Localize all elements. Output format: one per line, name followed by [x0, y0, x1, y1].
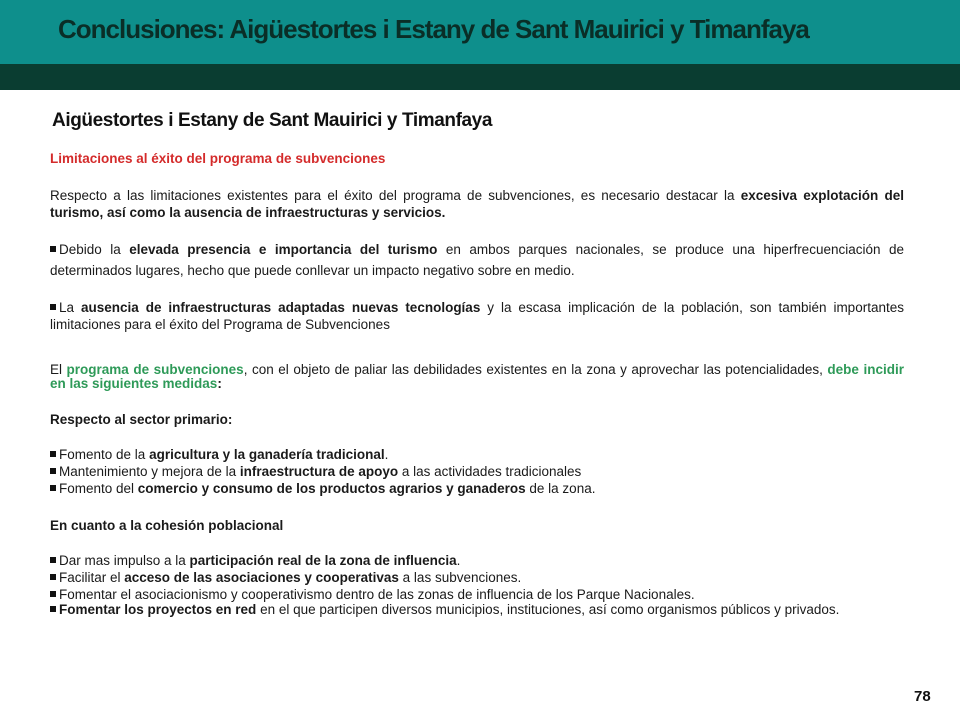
list-item	[50, 446, 904, 463]
page-number: 78	[914, 688, 931, 705]
bullet-square-icon	[50, 304, 56, 310]
bullet-square-icon	[50, 557, 56, 563]
list-item-text: a las actividades tradicionales	[398, 464, 582, 479]
limitations-intro-text: Respecto a las limitaciones existentes para el éxito del programa de subvenciones, es necesario destacar la	[50, 188, 741, 203]
measures-text: :	[217, 376, 222, 391]
list-item-bold: participación real de la zona de influencia	[189, 553, 457, 568]
cohesion-heading: En cuanto a la cohesión poblacional	[50, 518, 284, 533]
section-subtitle: Aigüestortes i Estany de Sant Mauirici y Timanfaya	[52, 110, 493, 131]
bullet-bold-text: elevada presencia e importancia del turismo	[129, 242, 438, 257]
list-item-text: .	[384, 447, 389, 462]
bullet-text: en ambos parques nacionales, se produce una hiperfrecuenciación de determinados lugares, hecho que puede conllevar un impacto negativo sobre en medio.	[50, 242, 904, 278]
list-item-bold: acceso de las asociaciones y cooperativas	[124, 570, 399, 585]
list-item-text: Facilitar el	[59, 570, 125, 585]
bullet-bold-text: ausencia de infraestructuras adaptadas nuevas tecnologías	[80, 300, 481, 315]
list-item-text: Fomento de la	[59, 447, 150, 462]
list-item-text: Fomento del	[59, 481, 138, 496]
bullet-text: y la escasa implicación de la población, son también importantes limitaciones para el éxito del Programa de Subvenciones	[50, 300, 904, 332]
list-item	[50, 586, 904, 603]
measures-highlight: programa de subvenciones	[66, 362, 244, 377]
bullet-square-icon	[50, 574, 56, 580]
list-item-bold: Fomentar los proyectos en red	[59, 602, 257, 617]
primary-sector-list	[50, 446, 904, 497]
list-item	[50, 603, 904, 617]
bullet-text: La	[59, 300, 81, 315]
header-accent-band	[0, 64, 960, 90]
bullet-infrastructure	[50, 299, 904, 333]
bullet-square-icon	[50, 485, 56, 491]
list-item	[50, 463, 904, 480]
bullet-square-icon	[50, 468, 56, 474]
bullet-tourism	[50, 239, 904, 281]
measures-highlight: debe incidir en las siguientes medidas	[50, 362, 904, 391]
bullet-square-icon	[50, 451, 56, 457]
limitations-intro	[50, 187, 904, 221]
limitations-heading: Limitaciones al éxito del programa de subvenciones	[50, 151, 386, 166]
list-item-bold: comercio y consumo de los productos agrarios y ganaderos	[137, 481, 526, 496]
bullet-square-icon	[50, 606, 56, 612]
page-title: Conclusiones: Aigüestortes i Estany de Sant Mauirici y Timanfaya	[58, 14, 809, 44]
slide-content	[50, 150, 904, 617]
measures-text: El	[50, 362, 67, 377]
list-item-text: Dar mas impulso a la	[59, 553, 190, 568]
limitations-intro-bold: excesiva explotación del turismo, así como la ausencia de infraestructuras y servicios.	[50, 188, 904, 220]
list-item-bold: agricultura y la ganadería tradicional	[149, 447, 385, 462]
bullet-square-icon	[50, 591, 56, 597]
list-item-text: Fomentar el asociacionismo y cooperativismo dentro de las zonas de influencia de los Parque Nacionales.	[59, 587, 695, 602]
cohesion-list	[50, 552, 904, 617]
list-item-text: en el que participen diversos municipios, instituciones, así como organismos públicos y privados.	[256, 602, 840, 617]
list-item-text: Mantenimiento y mejora de la	[59, 464, 240, 479]
list-item-text: de la zona.	[525, 481, 596, 496]
list-item-bold: infraestructura de apoyo	[239, 464, 399, 479]
list-item-text: a las subvenciones.	[398, 570, 522, 585]
list-item	[50, 480, 904, 497]
list-item	[50, 569, 904, 586]
bullet-square-icon	[50, 246, 56, 252]
list-item	[50, 552, 904, 569]
measures-paragraph	[50, 363, 904, 391]
list-item-text: .	[456, 553, 461, 568]
bullet-text: Debido la	[59, 242, 130, 257]
measures-text: , con el objeto de paliar las debilidades existentes en la zona y aprovechar las potencialidades,	[243, 362, 828, 377]
primary-sector-heading: Respecto al sector primario:	[50, 412, 233, 427]
